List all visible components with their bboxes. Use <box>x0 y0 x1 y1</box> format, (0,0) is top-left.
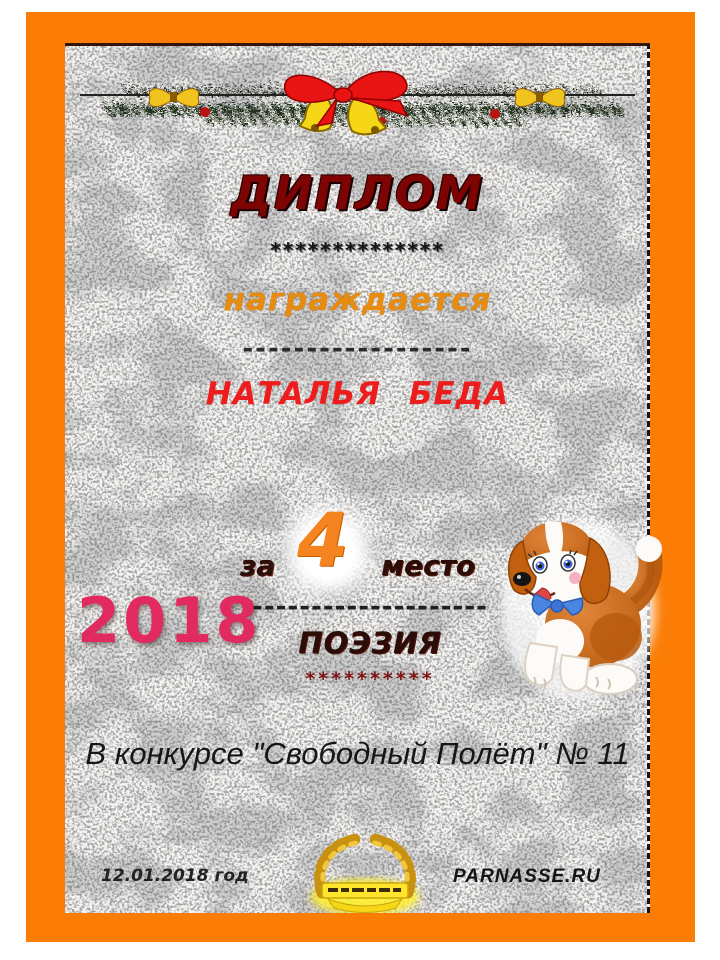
category-title: ПОЭЗИЯ <box>298 626 442 660</box>
site-label: PARNASSE.RU <box>453 866 601 887</box>
page-title: ДИПЛОМ <box>230 166 485 220</box>
faint-center-text <box>350 855 382 876</box>
puppy-mascot-icon <box>498 505 678 705</box>
contest-line: В конкурсе "Свободный Полёт" № 11 <box>85 736 630 771</box>
stars-row-bottom: ********** <box>305 668 435 690</box>
date-label: 12.01.2018 год <box>101 866 249 886</box>
dashed-divider-bottom: -------------------- <box>252 592 488 622</box>
christmas-garland-icon <box>80 64 635 142</box>
garland-berry <box>490 109 500 119</box>
place-prefix: за <box>240 549 276 582</box>
dashed-divider-top: ------------------ <box>242 334 473 364</box>
place-row <box>240 498 510 590</box>
garland-yellow-bow-right <box>515 89 565 107</box>
year-badge: 2018 <box>77 584 262 657</box>
place-number-wrap <box>297 498 359 590</box>
stars-row-top: ************** <box>270 238 445 262</box>
place-suffix: место <box>381 549 476 582</box>
laurel-wreath-emblem-icon <box>298 831 432 913</box>
place-number: 4 <box>297 498 349 584</box>
award-label: награждается <box>223 282 492 318</box>
certificate-body <box>65 43 650 913</box>
recipient-name: НАТАЛЬЯ БЕДА <box>205 376 510 412</box>
garland-berry <box>200 107 210 117</box>
